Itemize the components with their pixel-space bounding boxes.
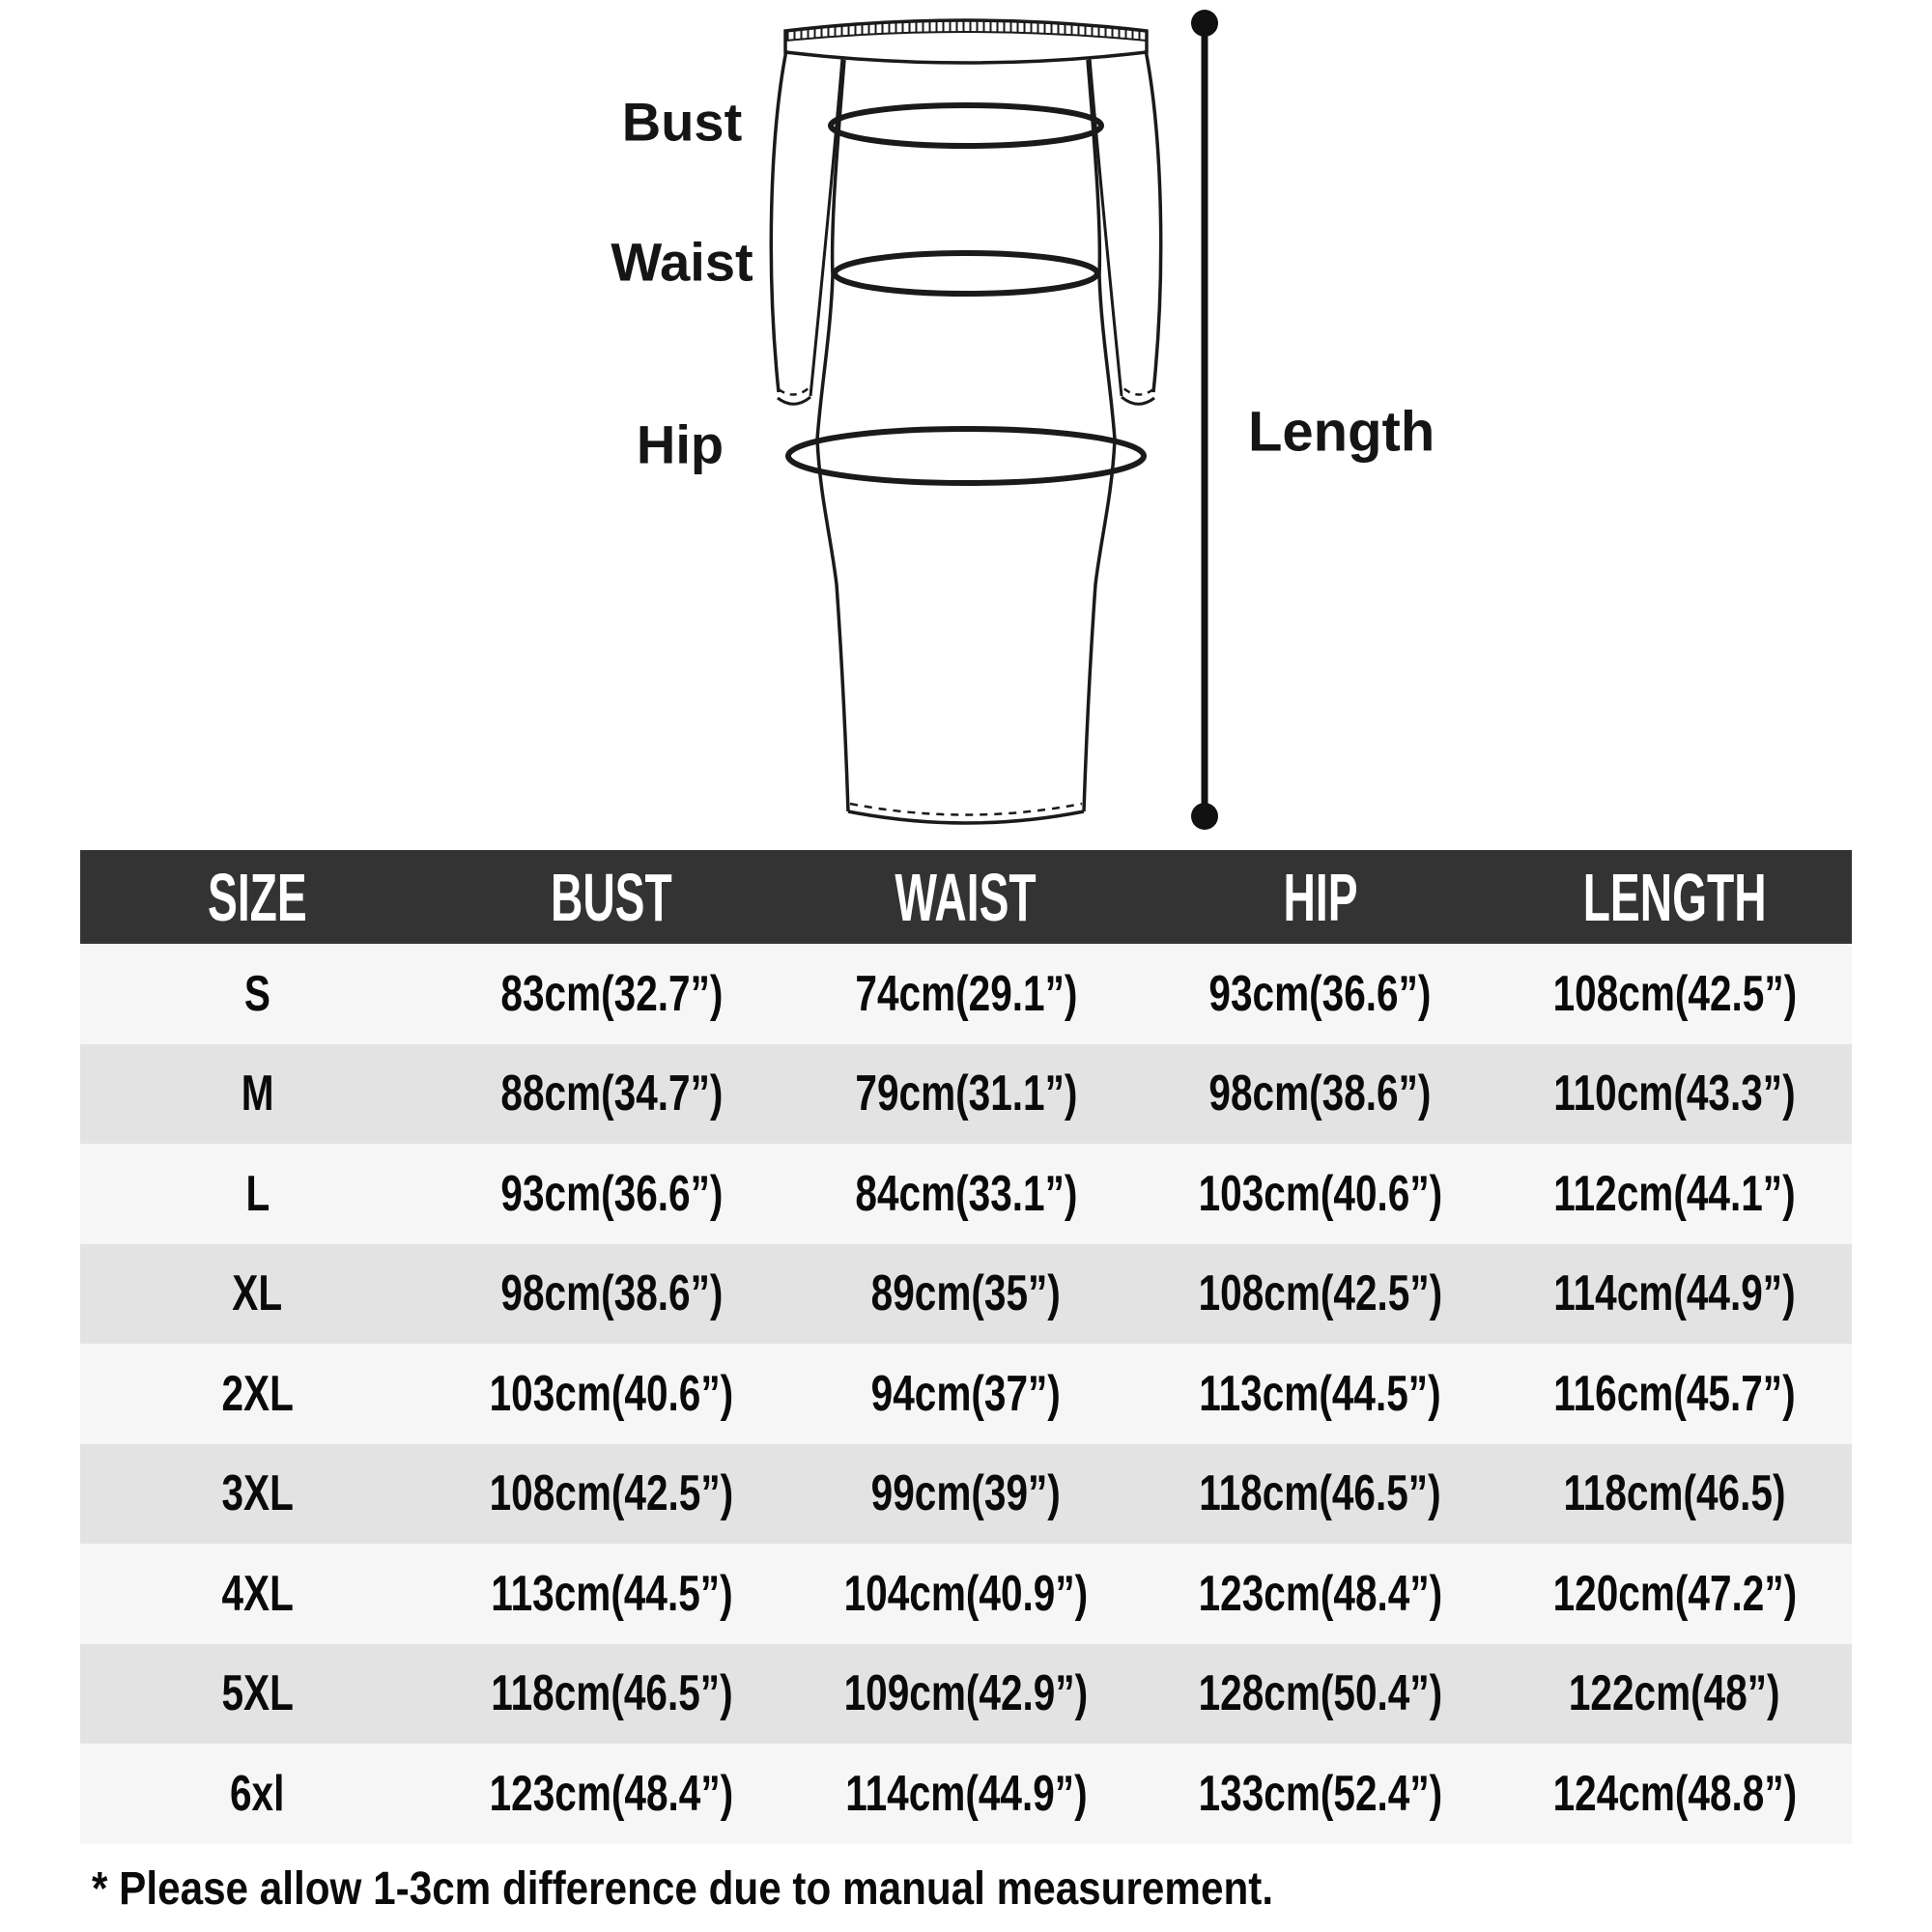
sleeve-right-outer-edge <box>1146 50 1161 392</box>
table-row-4xl <box>80 1544 1852 1644</box>
length-cell: 124cm(48.8”) <box>1552 1765 1797 1822</box>
waist-cell: 79cm(31.1”) <box>854 1065 1077 1122</box>
bust-cell: 93cm(36.6”) <box>500 1165 724 1222</box>
table-row-3xl <box>80 1444 1852 1545</box>
column-header-hip: HIP <box>1283 859 1358 935</box>
length-dot-bottom <box>1191 803 1218 830</box>
bust-cell: 98cm(38.6”) <box>500 1265 724 1322</box>
waist-cell: 89cm(35”) <box>870 1265 1062 1322</box>
hip-cell: 113cm(44.5”) <box>1199 1365 1441 1422</box>
table-row-5xl <box>80 1644 1852 1745</box>
bust-cell: 83cm(32.7”) <box>500 965 724 1022</box>
table-row-l <box>80 1144 1852 1244</box>
hip-cell: 133cm(52.4”) <box>1198 1765 1443 1822</box>
size-cell: 5XL <box>221 1665 294 1722</box>
bust-cell: 88cm(34.7”) <box>500 1065 724 1122</box>
measurement-disclaimer-note: * Please allow 1-3cm difference due to manual measurement. <box>92 1863 1274 1915</box>
waist-cell: 94cm(37”) <box>870 1365 1062 1422</box>
bust-cell: 113cm(44.5”) <box>491 1565 733 1622</box>
bust-measure-ellipse <box>831 105 1101 146</box>
hip-cell: 118cm(46.5”) <box>1199 1465 1441 1522</box>
sleeve-left-outer-edge <box>771 50 786 392</box>
waist-cell: 114cm(44.9”) <box>844 1765 1088 1822</box>
bust-label: Bust <box>621 91 743 153</box>
hip-cell: 108cm(42.5”) <box>1198 1265 1443 1322</box>
dress-measurement-diagram <box>0 0 1932 850</box>
size-cell: 2XL <box>221 1365 294 1422</box>
hip-cell: 128cm(50.4”) <box>1198 1665 1443 1722</box>
size-cell: S <box>243 965 270 1022</box>
waist-cell: 99cm(39”) <box>870 1465 1062 1522</box>
length-cell: 116cm(45.7”) <box>1553 1365 1796 1422</box>
size-cell: 3XL <box>221 1465 294 1522</box>
hip-cell: 103cm(40.6”) <box>1198 1165 1443 1222</box>
size-cell: M <box>241 1065 274 1122</box>
table-header-row <box>80 850 1852 944</box>
column-header-size: SIZE <box>208 859 307 935</box>
bust-cell: 123cm(48.4”) <box>489 1765 734 1822</box>
hip-measure-ellipse <box>788 429 1144 483</box>
length-dot-top <box>1191 10 1218 37</box>
size-chart-table <box>80 850 1852 1844</box>
sleeve-right-cuff <box>1122 397 1154 404</box>
column-header-length: LENGTH <box>1582 859 1767 935</box>
waist-cell: 74cm(29.1”) <box>854 965 1077 1022</box>
waist-cell: 84cm(33.1”) <box>854 1165 1077 1222</box>
sleeve-right-cuff-stitch <box>1122 387 1153 395</box>
length-cell: 110cm(43.3”) <box>1553 1065 1796 1122</box>
length-cell: 108cm(42.5”) <box>1552 965 1797 1022</box>
bust-cell: 108cm(42.5”) <box>489 1465 734 1522</box>
length-cell: 122cm(48”) <box>1569 1665 1780 1722</box>
size-cell: XL <box>232 1265 283 1322</box>
table-row-m <box>80 1044 1852 1145</box>
waist-cell: 109cm(42.9”) <box>843 1665 1089 1722</box>
hip-cell: 123cm(48.4”) <box>1198 1565 1443 1622</box>
waist-measure-ellipse <box>835 253 1097 294</box>
table-row-6xl <box>80 1744 1852 1844</box>
table-row-2xl <box>80 1344 1852 1444</box>
length-cell: 120cm(47.2”) <box>1552 1565 1797 1622</box>
bust-cell: 103cm(40.6”) <box>489 1365 734 1422</box>
table-row-xl <box>80 1244 1852 1345</box>
waist-label: Waist <box>611 231 753 293</box>
length-cell: 112cm(44.1”) <box>1553 1165 1796 1222</box>
dress-hem-line <box>848 811 1084 823</box>
column-header-bust: BUST <box>551 859 673 935</box>
hip-label: Hip <box>636 413 724 475</box>
dress-hem-stitch <box>850 804 1082 815</box>
column-header-waist: WAIST <box>895 859 1037 935</box>
sleeve-left-cuff-stitch <box>779 387 810 395</box>
size-cell: 6xl <box>230 1765 285 1822</box>
size-cell: L <box>245 1165 270 1222</box>
table-row-s <box>80 944 1852 1044</box>
dress-diagram-svg <box>0 0 1932 850</box>
length-label: Length <box>1248 400 1435 464</box>
sleeve-left-cuff <box>778 397 810 404</box>
bust-cell: 118cm(46.5”) <box>491 1665 733 1722</box>
waist-cell: 104cm(40.9”) <box>843 1565 1089 1622</box>
size-cell: 4XL <box>221 1565 294 1622</box>
length-cell: 118cm(46.5) <box>1563 1465 1786 1522</box>
hip-cell: 98cm(38.6”) <box>1208 1065 1432 1122</box>
hip-cell: 93cm(36.6”) <box>1208 965 1432 1022</box>
length-cell: 114cm(44.9”) <box>1553 1265 1796 1322</box>
